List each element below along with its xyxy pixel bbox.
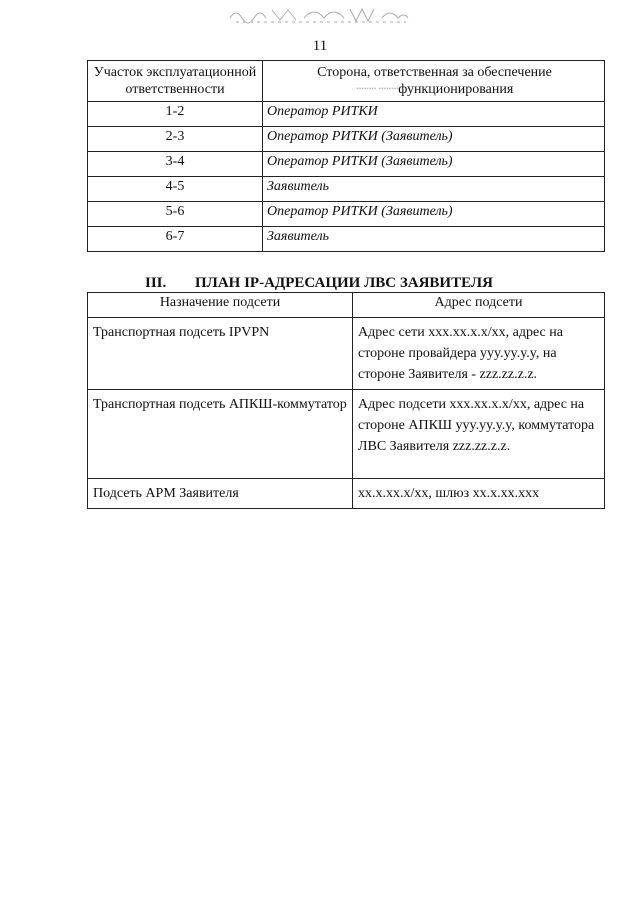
segment-cell: 4-5 bbox=[88, 177, 263, 202]
page-number: 11 bbox=[312, 38, 328, 54]
subnet-address-cell: Адрес подсети xxx.xx.x.x/xx, адрес на стороне АПКШ yyy.yy.y.y, коммутатора ЛВС Заявителя zzz.zz.z.z. bbox=[353, 390, 605, 479]
responsibility-table bbox=[87, 60, 605, 252]
party-column-header bbox=[263, 61, 605, 102]
segment-cell: 1-2 bbox=[88, 102, 263, 127]
section-title: ПЛАН IP-АДРЕСАЦИИ ЛВС ЗАЯВИТЕЛЯ bbox=[195, 275, 493, 291]
party-cell: Оператор РИТКИ bbox=[263, 102, 605, 127]
table-row bbox=[88, 152, 605, 177]
party-cell: Оператор РИТКИ (Заявитель) bbox=[263, 152, 605, 177]
party-header-suffix: функционирования bbox=[398, 82, 514, 97]
purpose-column-header: Назначение подсети bbox=[88, 293, 353, 318]
subnet-purpose-cell: Транспортная подсеть АПКШ-коммутатор bbox=[88, 390, 353, 479]
segment-cell: 2-3 bbox=[88, 127, 263, 152]
party-header-prefix: Сторона, ответственная за обеспечение bbox=[317, 65, 552, 80]
subnet-purpose-cell: Транспортная подсеть IPVPN bbox=[88, 318, 353, 390]
table-row bbox=[88, 390, 605, 479]
table-header-row bbox=[88, 61, 605, 102]
table-row bbox=[88, 479, 605, 509]
table-row bbox=[88, 227, 605, 252]
section-heading bbox=[145, 275, 493, 292]
segment-cell: 5-6 bbox=[88, 202, 263, 227]
party-cell: Оператор РИТКИ (Заявитель) bbox=[263, 127, 605, 152]
subnet-address-cell: Адрес сети xxx.xx.x.x/xx, адрес на стороне провайдера yyy.yy.y.y, на стороне Заявителя - zzz.zz.z.z. bbox=[353, 318, 605, 390]
segment-column-header: Участок эксплуатационной ответственности bbox=[88, 61, 263, 102]
subnet-address-cell: xx.x.xx.x/xx, шлюз xx.x.xx.xxx bbox=[353, 479, 605, 509]
table-row bbox=[88, 202, 605, 227]
faded-stamp-mark bbox=[226, 4, 412, 24]
table-row bbox=[88, 318, 605, 390]
table-row bbox=[88, 127, 605, 152]
illegible-text: ∙∙∙∙∙∙∙∙ ∙∙∙∙∙∙∙∙ bbox=[355, 82, 399, 97]
ip-addressing-table bbox=[87, 292, 605, 509]
party-cell: Оператор РИТКИ (Заявитель) bbox=[263, 202, 605, 227]
segment-cell: 3-4 bbox=[88, 152, 263, 177]
table-row bbox=[88, 102, 605, 127]
segment-cell: 6-7 bbox=[88, 227, 263, 252]
section-number: III. bbox=[145, 275, 167, 291]
party-cell: Заявитель bbox=[263, 227, 605, 252]
subnet-purpose-cell: Подсеть АРМ Заявителя bbox=[88, 479, 353, 509]
table-header-row bbox=[88, 293, 605, 318]
table-row bbox=[88, 177, 605, 202]
address-column-header: Адрес подсети bbox=[353, 293, 605, 318]
party-cell: Заявитель bbox=[263, 177, 605, 202]
